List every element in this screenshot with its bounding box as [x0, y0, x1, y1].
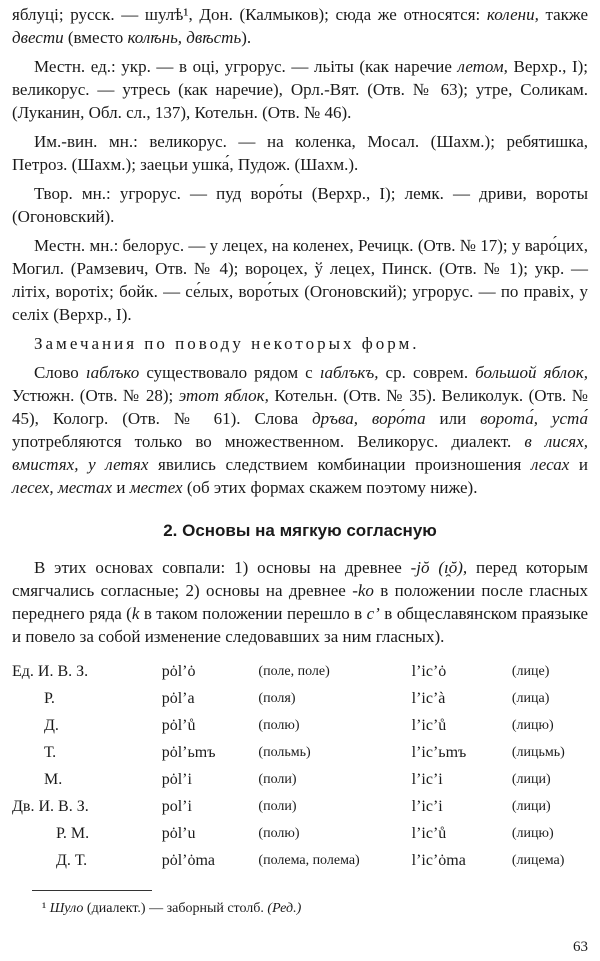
- gloss-lice: (лици): [511, 799, 551, 814]
- text-segment: Верхр., I); великорус. — утресь (как наречие), Орл.-Вят. (Отв. № 63); утре, Соликам. (Луканин, Обл. сл., 137), Котельн. (Отв. № 46).: [12, 57, 588, 122]
- text-segment: -jŏ (ı̯ŏ),: [410, 558, 468, 577]
- case-label: Дв. И. В. З.: [12, 798, 89, 815]
- gloss-pole: (польмь): [258, 745, 311, 760]
- text-segment: этот яблок,: [178, 386, 269, 405]
- text-segment: или: [425, 409, 481, 428]
- text-segment: Котельн. (Отв. № 35). Великолук. (Отв. № 45), Кологр. (Отв. № 61). Слова: [12, 386, 588, 428]
- text-segment: Местн. мн.: белорус. — у лецех, на коленех, Речицк. (Отв. № 17); у варо́цих, Могил. (Рамзевич, Отв. № 4); вороцех, ў лецех, Пинск. (Отв. № 1); укр. — літіх, воротіх; бойк. — се́лых, воро́тых (Огоновский); угрорус. — по правіх, у селіх (Верхр., I).: [12, 236, 588, 324]
- text-segment: Местн. ед.: укр. — в оці, угрорус. — льіты (как наречие: [34, 57, 458, 76]
- text-segment: в лисях, вмистях, у летях: [12, 432, 588, 474]
- paragraph-instrumental-plural: [12, 182, 588, 228]
- form-lice: l’ic’ȯ: [411, 663, 447, 680]
- form-lice: l’ic’ьmъ: [411, 744, 467, 761]
- form-lice: l’ic’ů: [411, 825, 447, 842]
- text-segment: двести: [12, 28, 64, 47]
- text-segment: в положении после гласных переднего ряда (: [12, 581, 588, 623]
- form-pole: pȯl’ьmъ: [161, 744, 216, 761]
- text-segment: Им.-вин. мн.: великорус. — на коленка, Мосал. (Шахм.); ребятишка, Петроз. (Шахм.); заецьи ушка́, Пудож. (Шахм.).: [12, 132, 588, 174]
- form-pole: pol’i: [161, 798, 192, 815]
- table-row: [12, 766, 588, 793]
- text-segment: ıаблъко: [85, 363, 140, 382]
- text-segment: ıаблъкъ,: [319, 363, 379, 382]
- gloss-lice: (лице): [511, 664, 550, 679]
- gloss-lice: (лицьмь): [511, 745, 565, 760]
- text-segment: Шуло: [49, 901, 84, 916]
- table-row: [12, 658, 588, 685]
- table-row: [12, 712, 588, 739]
- paragraph-soft-stems: [12, 556, 588, 648]
- gloss-lice: (лицема): [511, 853, 565, 868]
- text-segment: местех: [129, 478, 183, 497]
- text-segment: явились следствием комбинации произношения: [148, 455, 531, 474]
- text-segment: дръва, воро́та: [312, 409, 426, 428]
- form-pole: pȯl’ȯ: [161, 663, 196, 680]
- text-segment: летом,: [457, 57, 508, 76]
- text-segment: -ko: [352, 581, 374, 600]
- text-segment: Твор. мн.: угрорус. — пуд воро́ты (Верхр., I); лемк. — дриви, вороты (Огоновский).: [12, 184, 588, 226]
- form-pole: pȯl’a: [161, 690, 195, 707]
- case-label: Ед. И. В. З.: [12, 663, 89, 680]
- footnote: [42, 897, 588, 920]
- text-segment: В этих основах совпали: 1) основы на древнее: [34, 558, 411, 577]
- declension-table: [12, 658, 588, 874]
- table-row: [12, 685, 588, 712]
- case-label: Д.: [44, 717, 59, 734]
- form-lice: l’ic’i: [411, 798, 443, 815]
- form-pole: pȯl’ů: [161, 717, 196, 734]
- gloss-lice: (лицю): [511, 718, 554, 733]
- gloss-lice: (лици): [511, 772, 551, 787]
- text-segment: в таком положении перешло в: [139, 604, 367, 623]
- table-row: [12, 847, 588, 874]
- case-label: Т.: [44, 744, 57, 761]
- text-segment: (Ред.): [267, 901, 302, 916]
- gloss-pole: (поле, поле): [258, 664, 330, 679]
- text-segment: употребляются только во множественном. Великорус. диалект.: [12, 432, 525, 451]
- text-segment: также: [538, 5, 589, 24]
- table-row: [12, 820, 588, 847]
- paragraph-locative-singular: [12, 55, 588, 124]
- gloss-pole: (поли): [258, 772, 297, 787]
- text-segment: c’: [366, 604, 380, 623]
- section-title: 2. Основы на мягкую согласную: [163, 521, 437, 540]
- form-lice: l’ic’ȯma: [411, 852, 466, 869]
- text-segment: лесах: [530, 455, 570, 474]
- form-pole: pȯl’i: [161, 771, 192, 788]
- form-lice: l’ic’à: [411, 690, 446, 707]
- text-segment: (об этих формах скажем поэтому ниже).: [182, 478, 478, 497]
- gloss-pole: (полема, полема): [258, 853, 360, 868]
- case-label: М.: [44, 771, 63, 788]
- text-segment: ).: [241, 28, 252, 47]
- text-segment: существовало рядом с: [139, 363, 320, 382]
- case-label: Р. М.: [56, 825, 90, 842]
- case-label: Д. Т.: [56, 852, 88, 869]
- text-segment: ворота́, уста́: [480, 409, 588, 428]
- paragraph-locative-plural-lead: [12, 3, 588, 49]
- case-label: Р.: [44, 690, 55, 707]
- body-text: [12, 3, 588, 920]
- text-segment: (диалект.) — заборный столб.: [83, 901, 268, 916]
- paragraph-remarks: [12, 361, 588, 499]
- form-lice: l’ic’ů: [411, 717, 447, 734]
- gloss-pole: (полю): [258, 718, 300, 733]
- form-pole: pȯl’u: [161, 825, 196, 842]
- text-segment: ¹: [42, 901, 50, 916]
- text-segment: Слово: [34, 363, 86, 382]
- text-segment: лесех, местах: [12, 478, 113, 497]
- text-segment: ср. соврем.: [378, 363, 476, 382]
- gloss-lice: (лицю): [511, 826, 554, 841]
- text-segment: k: [131, 604, 140, 623]
- remarks-heading: Замечания по поводу некоторых форм.: [34, 334, 420, 353]
- text-segment: в общеславянском праязыке и повело за собой изменение следовавших за ним гласных).: [12, 604, 589, 646]
- text-segment: яблуці; русск. — шулѣ¹, Дон. (Калмыков); сюда же относятся:: [12, 5, 487, 24]
- form-lice: l’ic’i: [411, 771, 443, 788]
- text-segment: Устюжн. (Отв. № 28);: [12, 386, 179, 405]
- text-segment: и: [569, 455, 588, 474]
- table-row: [12, 793, 588, 820]
- paragraph-nominative-plural: [12, 130, 588, 176]
- table-row: [12, 739, 588, 766]
- text-segment: перед которым смягчались согласные; 2) основы на древнее: [12, 558, 588, 600]
- page-number: 63: [573, 939, 588, 955]
- gloss-pole: (поля): [258, 691, 296, 706]
- gloss-lice: (лица): [511, 691, 550, 706]
- text-segment: (вместо: [63, 28, 128, 47]
- form-pole: pȯl’ȯma: [161, 852, 216, 869]
- footnote-divider: [32, 890, 152, 891]
- text-segment: и: [112, 478, 130, 497]
- text-segment: колени,: [486, 5, 539, 24]
- gloss-pole: (поли): [258, 799, 297, 814]
- text-segment: колѣнь, двѣсть: [127, 28, 242, 47]
- text-segment: большой яблок,: [475, 363, 589, 382]
- gloss-pole: (полю): [258, 826, 300, 841]
- paragraph-locative-plural: [12, 234, 588, 326]
